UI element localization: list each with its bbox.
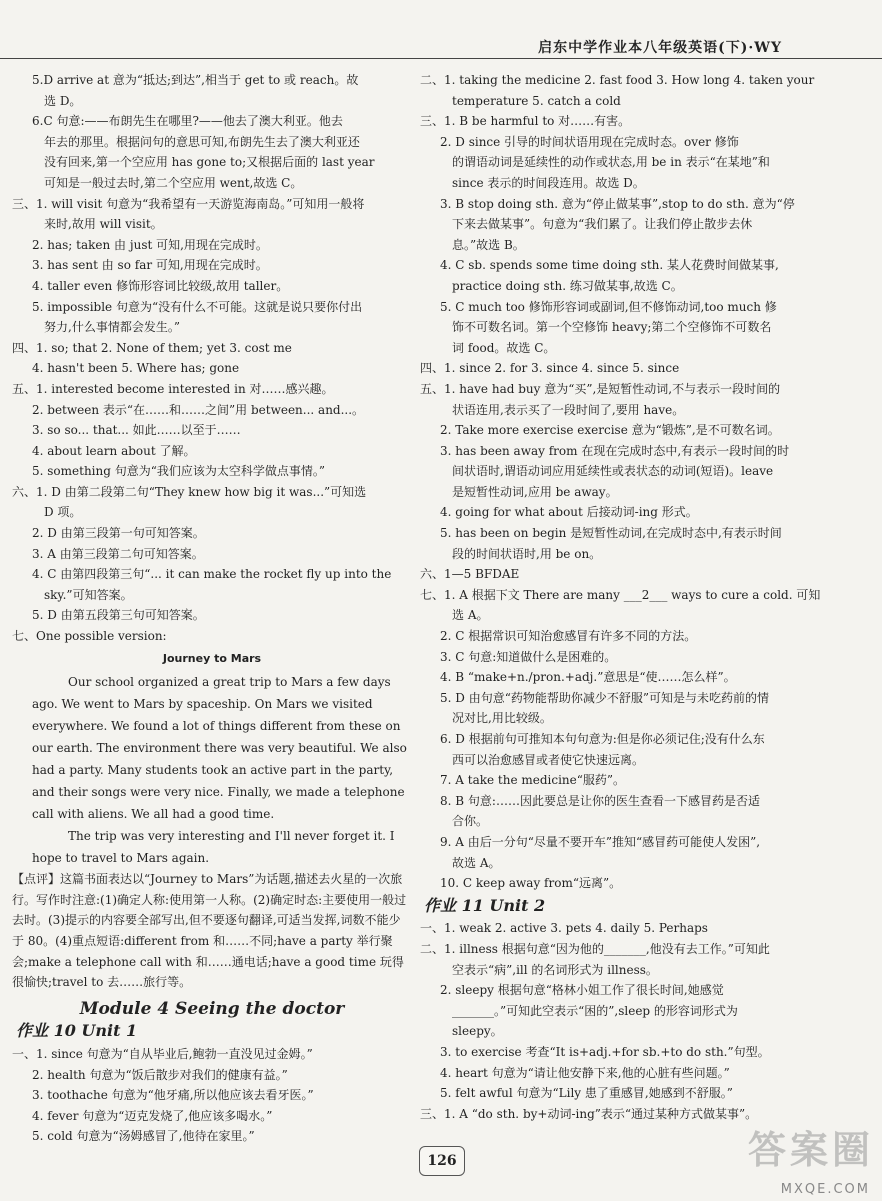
- header-title: 启东中学作业本八年级英语(下)·WY: [538, 40, 782, 56]
- answer-line: 4. going for what about 后接动词-ing 形式。: [440, 505, 698, 520]
- answer-line: 3. C 句意:知道做什么是困难的。: [440, 649, 617, 664]
- module-title: Module 4 Seeing the doctor: [79, 998, 345, 1019]
- answer-line: 来时,故用 will visit。: [44, 217, 163, 232]
- answer-line: 三、1. A “do sth. by+动词-ing”表示“通过某种方式做某事”。: [420, 1106, 758, 1121]
- answer-line: 二、1. taking the medicine 2. fast food 3. How long 4. taken your: [420, 73, 815, 87]
- answer-line: 七、1. A 根据下文 There are many ___2___ ways to cure a cold. 可知: [420, 587, 820, 602]
- answer-line: since 表示的时间段连用。故选 D。: [452, 175, 645, 190]
- page-number: 126: [419, 1146, 465, 1176]
- answer-line: 六、1—5 BFDAE: [420, 567, 520, 582]
- answer-line: D 项。: [44, 505, 82, 520]
- page-header: [0, 30, 882, 59]
- answer-line: 2. C 根据常识可知治愈感冒有许多不同的方法。: [440, 629, 697, 644]
- homework-title: 作业 10 Unit 1: [16, 1021, 138, 1041]
- answer-line: 间状语时,谓语动词应用延续性或表状态的动词(短语)。leave: [452, 464, 774, 479]
- essay-paragraph: Our school organized a great trip to Mars a few days ago. We went to Mars by spaceship. On Mars we visited everywhere. We found a lot of things different from these on our earth. The environment there was very beautiful. We also had a party. Many students took an active part in the party, and their songs were very nice. Finally, we made a telephone call with aliens. We all had a good time.: [32, 675, 407, 822]
- answer-line: 5. something 句意为“我们应该为太空科学做点事情。”: [32, 464, 326, 479]
- answer-line: 2. health 句意为“饭后散步对我们的健康有益。”: [32, 1067, 288, 1082]
- answer-line: 状语连用,表示买了一段时间了,要用 have。: [452, 402, 685, 417]
- essay-body: [12, 671, 412, 869]
- answer-line: 选 A。: [452, 608, 489, 623]
- answer-line: 9. A 由后一分句“尽量不要开车”推知“感冒药可能使人发困”,: [440, 834, 761, 849]
- answer-line: 2. sleepy 根据句意“格林小姐工作了很长时间,她感觉: [440, 983, 724, 998]
- answer-line: 没有回来,第一个空应用 has gone to;又根据后面的 last year: [44, 155, 375, 170]
- answer-line: 下来去做某事”。句意为“我们累了。让我们停止散步去休: [452, 217, 753, 232]
- answer-line: 5. impossible 句意为“没有什么不可能。这就是说只要你付出: [32, 299, 363, 314]
- answer-line: 一、1. weak 2. active 3. pets 4. daily 5. Perhaps: [420, 921, 708, 936]
- answer-line: 饰不可数名词。第一个空修饰 heavy;第二个空修饰不可数名: [452, 320, 772, 335]
- answer-line: 三、1. B be harmful to 对……有害。: [420, 114, 631, 129]
- answer-line: 是短暂性动词,应用 be away。: [452, 484, 618, 499]
- answer-line: 2. D 由第三段第一句可知答案。: [32, 526, 205, 541]
- answer-line: 4. C sb. spends some time doing sth. 某人花费时间做某事,: [440, 258, 779, 273]
- answer-line: 4. hasn't been 5. Where has; gone: [32, 361, 240, 376]
- answer-line: 年去的那里。根据问句的意思可知,布朗先生去了澳大利亚还: [44, 134, 360, 149]
- answer-line: 3. has been away from 在现在完成时态中,有表示一段时间的时: [440, 443, 790, 458]
- answer-line: 况对比,用比较级。: [452, 711, 552, 726]
- answer-line: 8. B 句意:……因此要总是让你的医生查看一下感冒药是否适: [440, 793, 760, 808]
- watermark-url: MXQE.COM: [780, 1182, 870, 1197]
- watermark-logo: 答案圈: [747, 1128, 874, 1172]
- answer-line: 5.D arrive at 意为“抵达;到达”,相当于 get to 或 reach。故: [32, 73, 359, 87]
- answer-line: 七、One possible version:: [12, 629, 167, 644]
- answer-line: 2. between 表示“在……和……之间”用 between... and...。: [32, 402, 365, 417]
- answer-line: 空表示“病”,ill 的名词形式为 illness。: [452, 962, 658, 977]
- answer-line: 故选 A。: [452, 855, 501, 870]
- answer-line: 6.C 句意:——布朗先生在哪里?——他去了澳大利亚。他去: [32, 114, 343, 129]
- answer-line: 努力,什么事情都会发生。”: [44, 320, 180, 335]
- answer-line: 词 food。故选 C。: [452, 340, 556, 355]
- answer-line: 3. toothache 句意为“他牙痛,所以他应该去看牙医。”: [32, 1088, 314, 1103]
- answer-line: 一、1. since 句意为“自从毕业后,鲍勃一直没见过金姆。”: [12, 1046, 313, 1061]
- answer-line: 4. heart 句意为“请让他安静下来,他的心脏有些问题。”: [440, 1065, 730, 1080]
- answer-line: _______。”可知此空表示“困的”,sleep 的形容词形式为: [452, 1003, 738, 1018]
- answer-line: 6. D 根据前句可推知本句句意为:但是你必须记住;没有什么东: [440, 732, 765, 746]
- homework-title: 作业 11 Unit 2: [424, 895, 546, 915]
- left-answers: [12, 70, 412, 647]
- answer-line: 的谓语动词是延续性的动作或状态,用 be in 表示“在某地”和: [452, 155, 770, 170]
- answer-line: 4. B “make+n./pron.+adj.”意思是“使……怎么样”。: [440, 670, 736, 685]
- answer-line: 2. Take more exercise exercise 意为“锻炼”,是不可数名词。: [440, 423, 780, 438]
- answer-line: 3. B stop doing sth. 意为“停止做某事”,stop to do sth. 意为“停: [440, 196, 795, 211]
- answer-line: 二、1. illness 根据句意“因为他的_______,他没有去工作。”可知此: [420, 941, 770, 956]
- left-column: [12, 70, 412, 1147]
- answer-line: 三、1. will visit 句意为“我希望有一天游览海南岛。”可知用一般将: [12, 196, 365, 211]
- answer-line: 五、1. have had buy 意为“买”,是短暂性动词,不与表示一段时间的: [420, 381, 781, 396]
- answer-line: temperature 5. catch a cold: [452, 93, 621, 108]
- answer-line: 4. taller even 修饰形容词比较级,故用 taller。: [32, 278, 289, 293]
- answer-line: 5. D 由句意“药物能帮助你减少不舒服”可知是与未吃药前的情: [440, 690, 769, 705]
- answer-line: 2. D since 引导的时间状语用现在完成时态。over 修饰: [440, 134, 739, 149]
- answer-line: 3. A 由第三段第二句可知答案。: [32, 546, 204, 561]
- right-answers: [420, 70, 820, 894]
- answer-line: 5. cold 句意为“汤姆感冒了,他待在家里。”: [32, 1129, 255, 1144]
- answer-line: 息。”故选 B。: [452, 237, 525, 252]
- unit2-answers: [420, 918, 820, 1124]
- answer-line: 2. has; taken 由 just 可知,用现在完成时。: [32, 237, 268, 252]
- answer-line: 4. C 由第四段第三句“... it can make the rocket fly up into the: [32, 567, 392, 582]
- answer-line: 4. fever 句意为“迈克发烧了,他应该多喝水。”: [32, 1108, 273, 1123]
- answer-line: 3. has sent 由 so far 可知,用现在完成时。: [32, 258, 268, 273]
- right-column: [420, 70, 820, 1124]
- unit1-answers: [12, 1044, 412, 1147]
- answer-line: 可知是一般过去时,第二个空应用 went,故选 C。: [44, 175, 303, 190]
- answer-line: sleepy。: [452, 1024, 503, 1039]
- answer-line: 段的时间状语时,用 be on。: [452, 546, 602, 561]
- answer-line: 西可以治愈感冒或者使它快速远离。: [452, 752, 645, 767]
- answer-line: sky.”可知答案。: [44, 587, 133, 602]
- answer-line: 10. C keep away from“远离”。: [440, 876, 622, 891]
- answer-line: 选 D。: [44, 93, 82, 108]
- answer-line: 四、1. so; that 2. None of them; yet 3. cost me: [12, 340, 292, 355]
- answer-line: 5. felt awful 句意为“Lily 患了重感冒,她感到不舒服。”: [440, 1086, 733, 1101]
- answer-line: 7. A take the medicine“服药”。: [440, 773, 626, 788]
- answer-line: 五、1. interested become interested in 对……感兴趣。: [12, 381, 334, 396]
- answer-line: 4. about learn about 了解。: [32, 443, 196, 458]
- answer-line: 六、1. D 由第二段第二句“They knew how big it was...”可知选: [12, 484, 367, 499]
- answer-line: 3. to exercise 考查“It is+adj.+for sb.+to do sth.”句型。: [440, 1044, 770, 1059]
- essay-title: Journey to Mars: [162, 651, 262, 665]
- answer-line: 5. C much too 修饰形容词或副词,但不修饰动词,too much 修: [440, 299, 777, 314]
- answer-line: 3. so so... that... 如此……以至于……: [32, 423, 241, 438]
- essay-paragraph: The trip was very interesting and I'll never forget it. I hope to travel to Mars again.: [32, 829, 395, 866]
- answer-line: 合你。: [452, 814, 489, 829]
- answer-line: 5. D 由第五段第三句可知答案。: [32, 608, 205, 623]
- answer-line: 5. has been on begin 是短暂性动词,在完成时态中,有表示时间: [440, 526, 782, 541]
- answer-line: 四、1. since 2. for 3. since 4. since 5. since: [420, 361, 680, 376]
- answer-line: practice doing sth. 练习做某事,故选 C。: [452, 278, 683, 293]
- review-note: 【点评】这篇书面表达以“Journey to Mars”为话题,描述去火星的一次旅行。写作时注意:(1)确定人称:使用第一人称。(2)确定时态:主要使用一般过去时。(3)提示的内容要全部写出,但不要逐句翻译,可适当发挥,词数不能少于 80。(4)重点短语:different from 和……不同;have a party 举行聚会;make a telephone call with 和……通电话;have a good time 玩得很愉快;travel to 去……旅行等。: [12, 872, 407, 990]
